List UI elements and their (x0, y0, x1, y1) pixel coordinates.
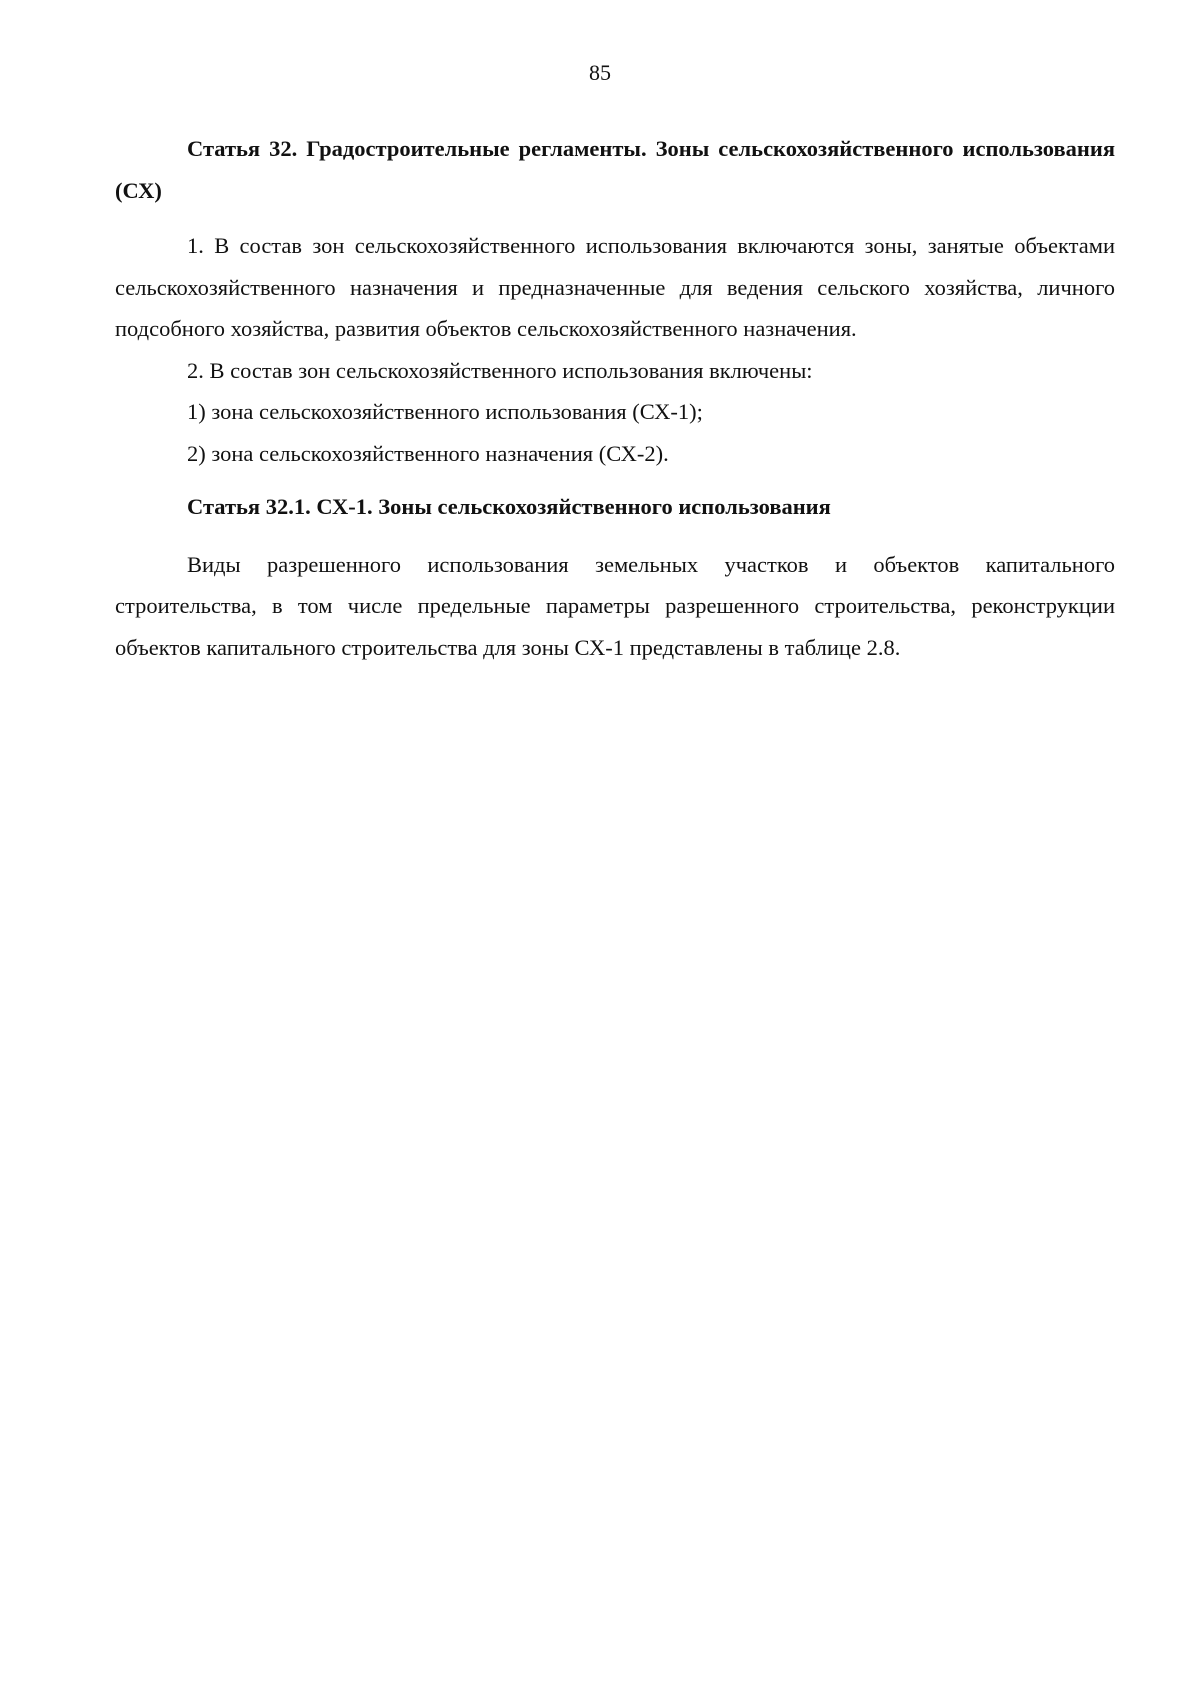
subarticle-heading: Статья 32.1. СХ-1. Зоны сельскохозяйственного использования (187, 494, 831, 519)
paragraph-zones-included: 2. В состав зон сельскохозяйственного использования включены: (187, 357, 813, 383)
article-heading: Статья 32. Градостроительные регламенты. Зоны сельскохозяйственного использования (СХ) (115, 136, 1115, 203)
paragraph-zones-composition: 1. В состав зон сельскохозяйственного использования включаются зоны, занятые объектами сельскохозяйственного назначения и предназначенные для ведения сельского хозяйства, личного подсобного хозяйства, развития объектов сельскохозяйственного назначения. (115, 233, 1115, 341)
list-item: 2) зона сельскохозяйственного назначения (СХ-2). (187, 440, 669, 466)
list-item: 1) зона сельскохозяйственного использования (СХ-1); (187, 399, 703, 424)
page-content (115, 128, 1115, 668)
paragraph-permitted-uses: Виды разрешенного использования земельных участков и объектов капитального строительства, в том числе предельные параметры разрешенного строительства, реконструкции объектов капитального строительства для зоны СХ-1 представлены в таблице 2.8. (115, 551, 1115, 660)
page-number: 85 (589, 60, 611, 85)
